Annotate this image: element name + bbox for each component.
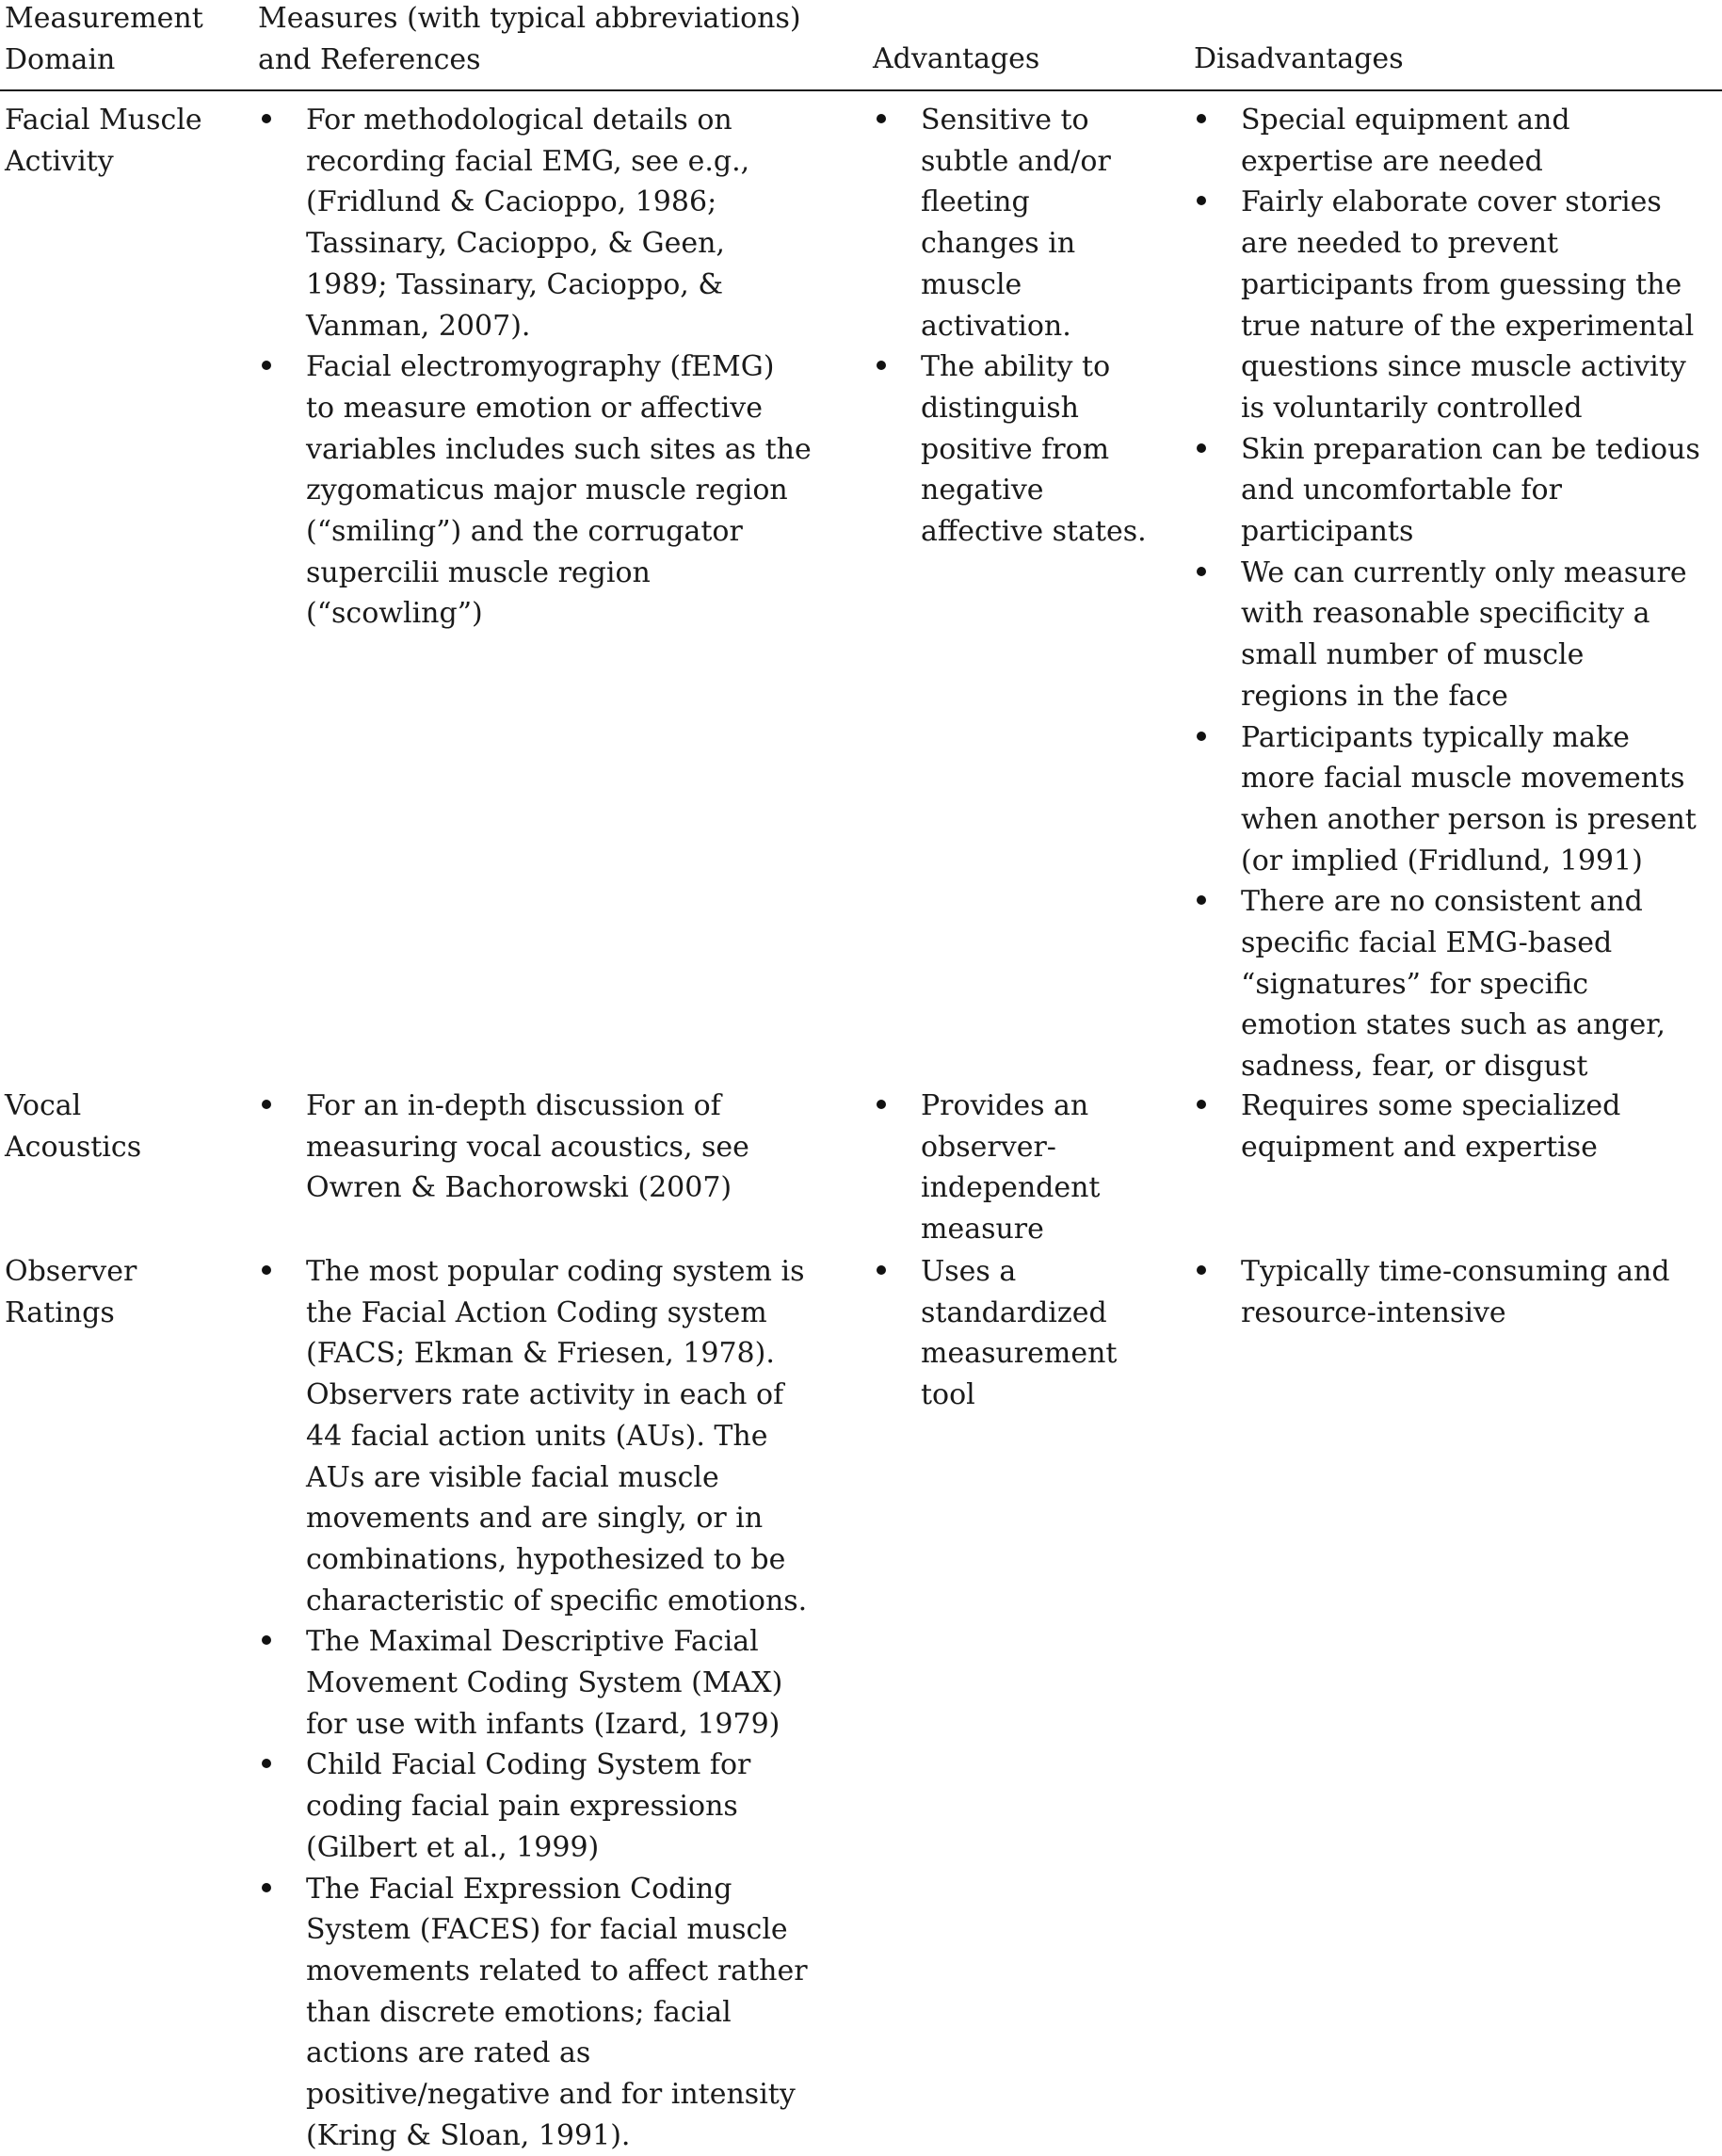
bullet-list [1191, 1086, 1722, 1167]
list-item [1191, 1086, 1722, 1167]
bullet-icon [877, 1100, 886, 1109]
text-line: true nature of the experimental [1241, 309, 1695, 343]
row-advantages [871, 1086, 1182, 1250]
text-line: There are no consistent and [1241, 885, 1643, 919]
header-measures-line: and References [258, 42, 481, 76]
text-line: standardized [921, 1295, 1107, 1329]
header-domain-line: Measurement [5, 2, 203, 35]
text-line: distinguish [921, 391, 1080, 425]
bullet-list [256, 1251, 830, 2156]
header-domain-line: Domain [5, 42, 116, 76]
text-line: Facial Muscle [5, 104, 202, 137]
row-disadvantages [1191, 100, 1722, 1087]
text-line: recording facial EMG, see e.g., [306, 144, 750, 178]
text-line: (or implied (Fridlund, 1991) [1241, 844, 1643, 877]
text-line: AUs are visible facial muscle [306, 1460, 719, 1494]
bullet-icon [1197, 443, 1206, 453]
row-domain [5, 100, 249, 182]
text-line: The ability to [921, 350, 1111, 384]
text-line: The Maximal Descriptive Facial [306, 1625, 759, 1659]
list-item [1191, 553, 1722, 717]
text-line: supercilii muscle region [306, 555, 651, 589]
text-line: Observer [5, 1255, 137, 1288]
text-line: The Facial Expression Coding [306, 1872, 732, 1906]
list-item [871, 346, 1182, 553]
text-line: fleeting [921, 185, 1030, 219]
text-line: the Facial Action Coding system [306, 1295, 767, 1329]
row-advantages [871, 1251, 1182, 1416]
text-line: variables includes such sites as the [306, 432, 812, 466]
header-disadvantages [1194, 39, 1404, 80]
text-line: Observers rate activity in each of [306, 1378, 784, 1412]
text-line: System (FACES) for facial muscle [306, 1913, 788, 1947]
list-item [256, 1621, 830, 1745]
bullet-icon [262, 1265, 271, 1275]
row-measures [256, 100, 830, 635]
text-line: zygomaticus major muscle region [306, 474, 788, 507]
text-line: equipment and expertise [1241, 1130, 1598, 1164]
header-measures-line: Measures (with typical abbreviations) [258, 2, 801, 35]
text-line: Vocal [5, 1089, 82, 1122]
bullet-list [871, 100, 1182, 553]
text-line: negative [921, 474, 1044, 507]
bullet-icon [262, 1635, 271, 1645]
text-line: regions in the face [1241, 679, 1508, 713]
bullet-list [871, 1251, 1182, 1416]
list-item [1191, 182, 1722, 428]
text-line: Participants typically make [1241, 720, 1630, 754]
text-line: participants from guessing the [1241, 267, 1682, 301]
text-line: positive from [921, 432, 1110, 466]
bullet-icon [262, 1100, 271, 1109]
bullet-list [256, 100, 830, 635]
row-measures [256, 1251, 830, 2156]
list-item [1191, 717, 1722, 882]
text-line: Skin preparation can be tedious [1241, 432, 1700, 466]
bullet-icon [877, 114, 886, 123]
text-line: Special equipment and [1241, 104, 1570, 137]
text-line: 44 facial action units (AUs). The [306, 1419, 768, 1453]
list-item [256, 100, 830, 346]
bullet-icon [262, 114, 271, 123]
text-line: Owren & Bachorowski (2007) [306, 1171, 732, 1205]
text-line: resource-intensive [1241, 1295, 1506, 1329]
text-line: changes in [921, 227, 1076, 261]
text-line: emotion states such as anger, [1241, 1008, 1666, 1042]
bullet-icon [1197, 567, 1206, 576]
text-line: 1989; Tassinary, Cacioppo, & [306, 267, 724, 301]
text-line: measure [921, 1213, 1044, 1247]
list-item [256, 1745, 830, 1868]
text-line: Fairly elaborate cover stories [1241, 185, 1662, 219]
list-item [1191, 881, 1722, 1087]
bullet-list [1191, 100, 1722, 1087]
header-disadvantages-line: Disadvantages [1194, 42, 1404, 75]
row-domain [5, 1251, 249, 1333]
row-disadvantages [1191, 1086, 1722, 1167]
list-item [871, 1251, 1182, 1416]
text-line: subtle and/or [921, 144, 1111, 178]
text-line: Sensitive to [921, 104, 1089, 137]
list-item [256, 346, 830, 635]
list-item [256, 1251, 830, 1621]
text-line: We can currently only measure [1241, 555, 1687, 589]
text-line: “signatures” for specific [1241, 967, 1589, 1001]
list-item [871, 1086, 1182, 1250]
text-line: For methodological details on [306, 104, 732, 137]
bullet-icon [1197, 1265, 1206, 1275]
bullet-icon [262, 1883, 271, 1892]
text-line: independent [921, 1171, 1101, 1205]
text-line: affective states. [921, 515, 1147, 549]
text-line: tool [921, 1378, 975, 1412]
text-line: when another person is present [1241, 802, 1697, 836]
text-line: Movement Coding System (MAX) [306, 1666, 783, 1700]
header-advantages [873, 39, 1039, 80]
text-line: measuring vocal acoustics, see [306, 1130, 749, 1164]
text-line: is voluntarily controlled [1241, 391, 1583, 425]
text-line: expertise are needed [1241, 144, 1543, 178]
text-line: small number of muscle [1241, 638, 1585, 672]
list-item [1191, 429, 1722, 553]
text-line: Vanman, 2007). [306, 309, 531, 343]
text-line: characteristic of specific emotions. [306, 1584, 808, 1617]
text-line: coding facial pain expressions [306, 1790, 738, 1824]
list-item [1191, 1251, 1722, 1333]
text-line: Typically time-consuming and [1241, 1255, 1670, 1288]
bullet-icon [877, 361, 886, 370]
text-line: more facial muscle movements [1241, 762, 1685, 796]
text-line: (Gilbert et al., 1999) [306, 1830, 600, 1864]
text-line: actions are rated as [306, 2036, 591, 2070]
header-rule [0, 89, 1722, 91]
text-line: Facial electromyography (fEMG) [306, 350, 775, 384]
header-advantages-line: Advantages [873, 42, 1040, 75]
row-advantages [871, 100, 1182, 553]
bullet-icon [262, 361, 271, 370]
row-disadvantages [1191, 1251, 1722, 1333]
bullet-icon [877, 1265, 886, 1275]
bullet-icon [1197, 732, 1206, 741]
bullet-list [1191, 1251, 1722, 1333]
row-measures [256, 1086, 830, 1209]
bullet-icon [1197, 114, 1206, 123]
bullet-icon [262, 1759, 271, 1768]
text-line: combinations, hypothesized to be [306, 1542, 786, 1576]
text-line: specific facial EMG-based [1241, 926, 1613, 960]
list-item [871, 100, 1182, 346]
bullet-icon [1197, 196, 1206, 205]
text-line: Acoustics [5, 1130, 142, 1164]
list-item [1191, 100, 1722, 182]
text-line: Ratings [5, 1295, 115, 1329]
text-line: (FACS; Ekman & Friesen, 1978). [306, 1337, 775, 1371]
list-item [256, 1086, 830, 1209]
text-line: observer- [921, 1130, 1056, 1164]
text-line: Child Facial Coding System for [306, 1748, 751, 1782]
text-line: (“smiling”) and the corrugator [306, 515, 743, 549]
text-line: movements and are singly, or in [306, 1502, 764, 1536]
list-item [256, 1869, 830, 2156]
text-line: and uncomfortable for [1241, 474, 1562, 507]
text-line: Provides an [921, 1089, 1089, 1122]
text-line: Requires some specialized [1241, 1089, 1621, 1122]
text-line: (Fridlund & Cacioppo, 1986; [306, 185, 717, 219]
header-measures [258, 0, 801, 80]
bullet-list [871, 1086, 1182, 1250]
text-line: to measure emotion or affective [306, 391, 763, 425]
text-line: questions since muscle activity [1241, 350, 1686, 384]
text-line: (“scowling”) [306, 597, 483, 631]
text-line: Tassinary, Cacioppo, & Geen, [306, 227, 725, 261]
text-line: movements related to affect rather [306, 1954, 808, 1987]
text-line: than discrete emotions; facial [306, 1995, 732, 2029]
text-line: The most popular coding system is [306, 1255, 805, 1288]
text-line: For an in-depth discussion of [306, 1089, 721, 1122]
text-line: activation. [921, 309, 1071, 343]
header-domain [5, 0, 203, 80]
text-line: (Kring & Sloan, 1991). [306, 2118, 631, 2152]
bullet-icon [1197, 1100, 1206, 1109]
text-line: for use with infants (Izard, 1979) [306, 1707, 781, 1741]
bullet-icon [1197, 895, 1206, 905]
text-line: positive/negative and for intensity [306, 2078, 796, 2112]
text-line: Uses a [921, 1255, 1017, 1288]
text-line: with reasonable specificity a [1241, 597, 1650, 631]
text-line: are needed to prevent [1241, 227, 1559, 261]
text-line: sadness, fear, or disgust [1241, 1050, 1588, 1084]
row-domain [5, 1086, 249, 1167]
text-line: muscle [921, 267, 1022, 301]
text-line: participants [1241, 515, 1414, 549]
bullet-list [256, 1086, 830, 1209]
text-line: Activity [5, 144, 114, 178]
text-line: measurement [921, 1337, 1118, 1371]
